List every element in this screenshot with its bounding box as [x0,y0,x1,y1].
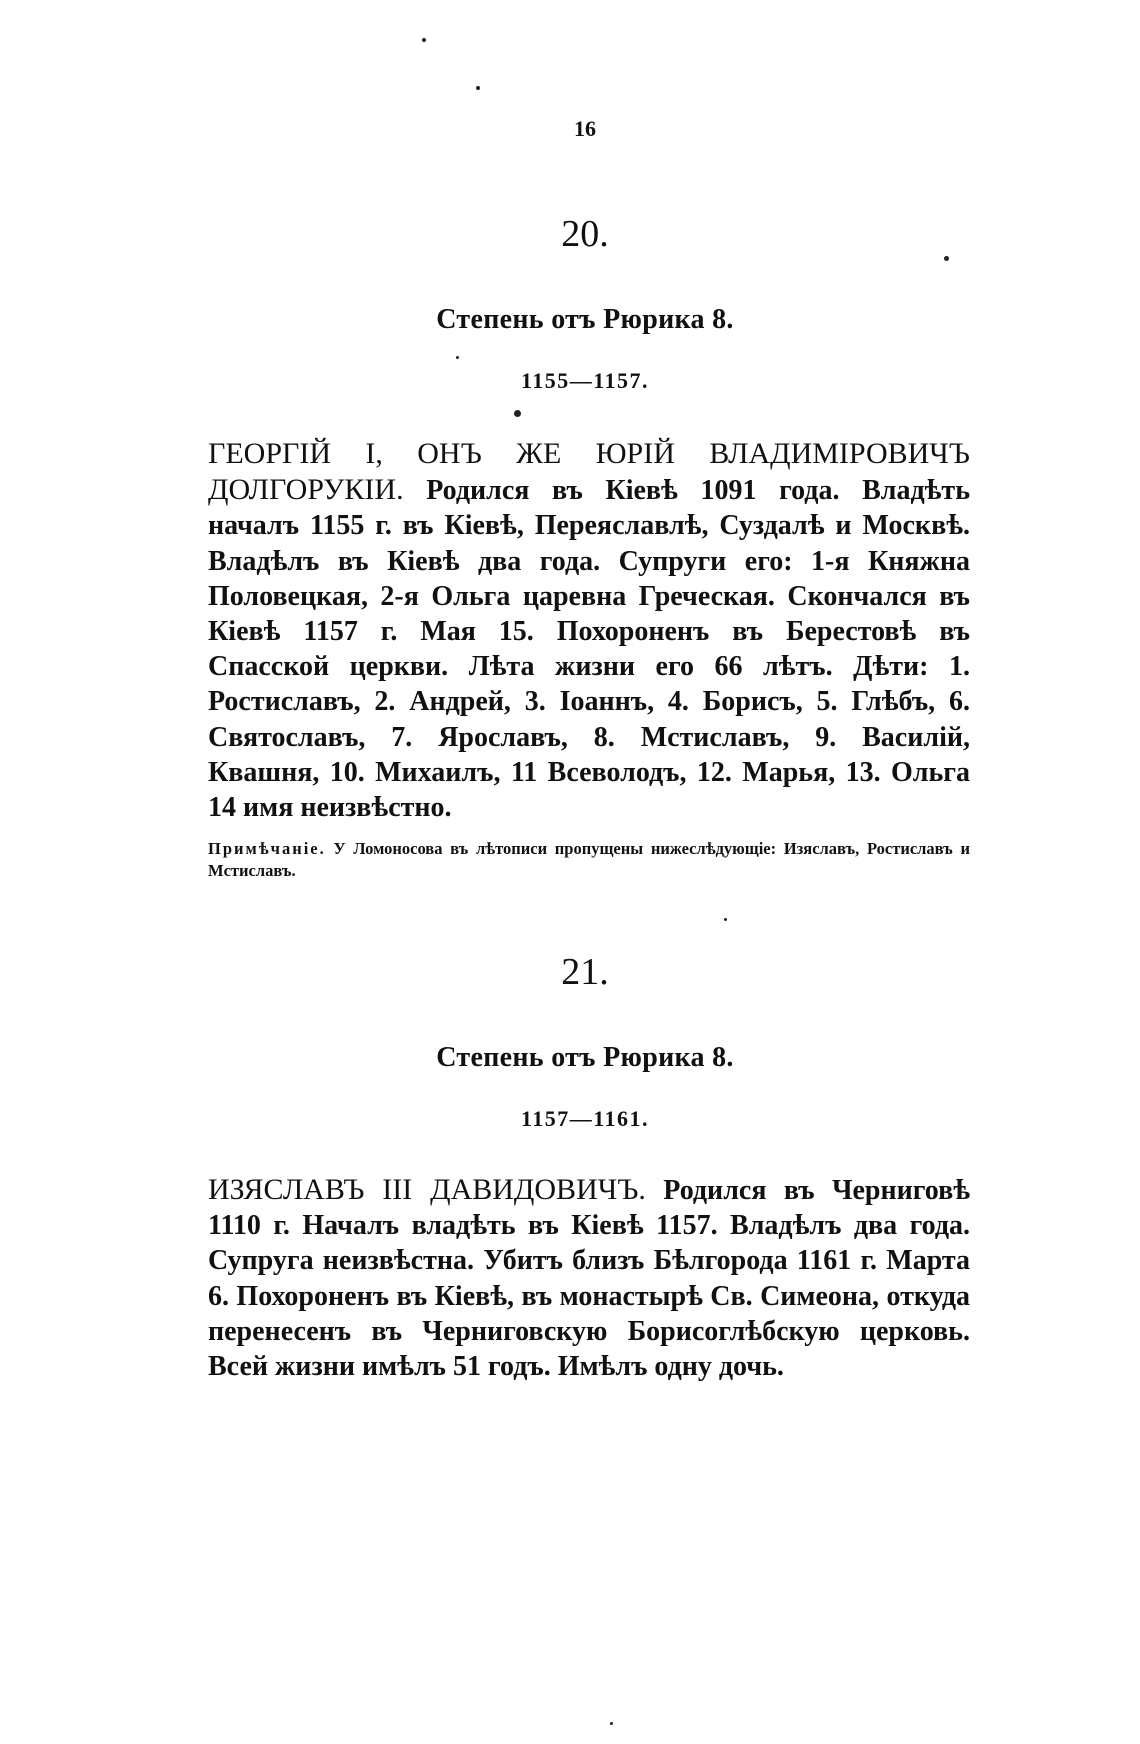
scan-speck [422,38,426,42]
scan-speck [456,356,459,359]
scan-speck [514,410,521,417]
entry-years-21: 1157—1161. [520,1106,650,1131]
entry-degree-21: Степень отъ Рюрика 8. [436,1042,734,1073]
scan-speck [944,256,949,261]
entry-note-20 [208,838,970,882]
entry-text-21 [208,1172,970,1384]
entry-number-20: 20. [561,213,609,255]
ruler-name-20: ГЕОРГІЙ I, ОНЪ ЖЕ ЮРІЙ ВЛАДИМІРОВИЧЪ ДОЛГОРУКІИ. [208,437,970,507]
ruler-name-21: ИЗЯСЛАВЪ III ДАВИДОВИЧЪ. [208,1173,646,1206]
ruler-bio-21: Родился въ Черниговѣ 1110 г. Началъ владѣть въ Кіевѣ 1157. Владѣлъ два года. Супруга неизвѣстна. Убитъ близъ Бѣлгорода 1161 г. Марта 6. Похороненъ въ Кіевѣ, въ монастырѣ Св. Симеона, откуда перенесенъ въ Черниговскую Борисоглѣбскую церковь. Всей жизни имѣлъ 51 годъ. Имѣлъ одну дочь. [208,1175,971,1383]
entry-text-20 [208,436,970,825]
ruler-bio-20: Родился въ Кіевѣ 1091 года. Владѣть началъ 1155 г. въ Кіевѣ, Переяславлѣ, Суздалѣ и Москвѣ. Владѣлъ въ Кіевѣ два года. Супруги его: 1-я Княжна Половецкая, 2-я Ольга царевна Греческая. Скончался въ Кіевѣ 1157 г. Мая 15. Похороненъ въ Берестовѣ въ Спасской церкви. Лѣта жизни его 66 лѣтъ. Дѣти: 1. Ростиславъ, 2. Андрей, 3. Іоаннъ, 4. Борисъ, 5. Глѣбъ, 6. Святославъ, 7. Ярославъ, 8. Мстиславъ, 9. Василій, Квашня, 10. Михаилъ, 11 Всеволодъ, 12. Марья, 13. Ольга 14 имя неизвѣстно. [208,475,970,824]
entry-number-21: 21. [561,951,609,993]
page-number: 16 [574,116,596,141]
scan-speck [724,918,727,921]
entry-years-20: 1155—1157. [520,368,650,393]
scan-speck [610,1722,613,1725]
entry-degree-20: Степень отъ Рюрика 8. [436,304,734,335]
scan-speck [476,86,480,90]
note-text: У Ломоносова въ лѣтописи пропущены нижеслѣдующіе: Изяславъ, Ростиславъ и Мстиславъ. [208,839,970,880]
note-label: Примѣчаніе. [208,839,326,858]
